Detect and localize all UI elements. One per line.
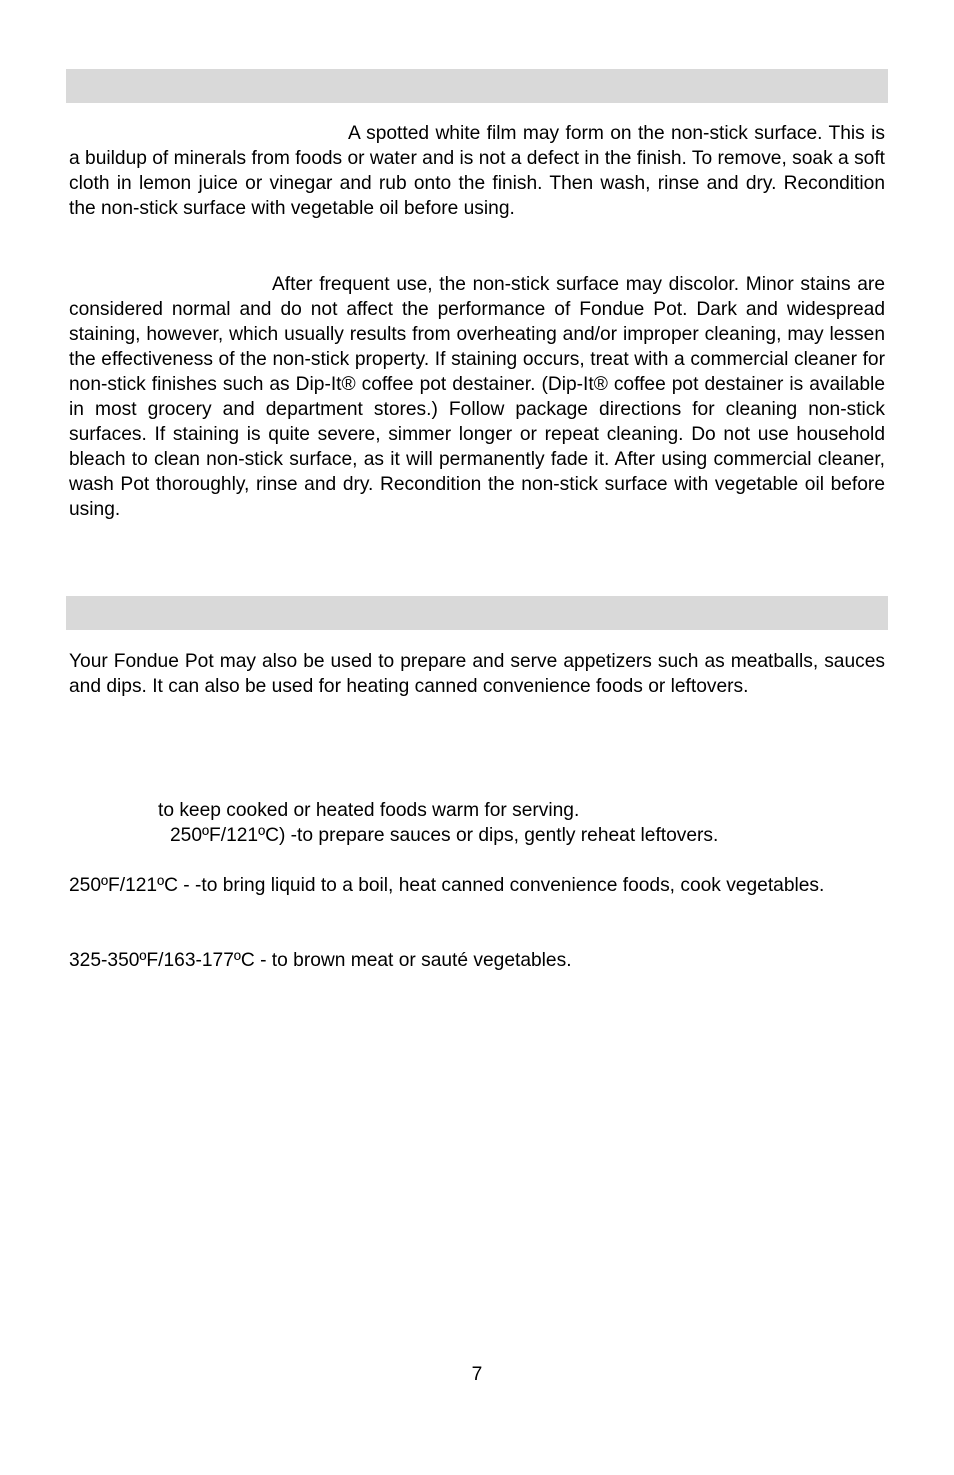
low-setting-line: 250ºF/121ºC) -to prepare sauces or dips, gently reheat leftovers.	[170, 825, 719, 846]
high-setting-line: 325-350ºF/163-177ºC - to brown meat or sauté vegetables.	[69, 950, 572, 971]
stain-paragraph-text: After frequent use, the non-stick surface may discolor. Minor stains are considered normal and do not affect the performance of Fondue Pot. Dark and widespread staining, however, which usually results from overheating and/or improper cleaning, may lessen the effectiveness of the non-stick property. If staining occurs, treat with a commercial cleaner for non-stick finishes such as Dip-It® coffee pot destainer. (Dip-It® coffee pot destainer is available in most grocery and department stores.) Follow package directions for cleaning non-stick surfaces. If staining is quite severe, simmer longer or repeat cleaning. Do not use household bleach to clean non-stick surface, as it will permanently fade it. After using commercial cleaner, wash Pot thoroughly, rinse and dry. Recondition the non-stick surface with vegetable oil before using.	[69, 274, 885, 520]
stain-paragraph	[69, 272, 885, 522]
film-paragraph-text: A spotted white film may form on the non-stick surface. This is a buildup of minerals from foods or water and is not a defect in the finish. To remove, soak a soft cloth in lemon juice or vinegar and rub onto the finish. Then wash, rinse and dry. Recondition the non-stick surface with vegetable oil before using.	[69, 123, 885, 219]
page-number: 7	[471, 1364, 483, 1385]
film-paragraph	[69, 121, 885, 221]
medium-setting-text: 250ºF/121ºC - -to bring liquid to a boil, heat canned convenience foods, cook vegetables.	[69, 875, 825, 896]
section-header-bar-other-uses	[66, 596, 888, 630]
warm-setting-line: to keep cooked or heated foods warm for serving.	[158, 800, 580, 821]
intro-paragraph	[69, 649, 885, 699]
intro-paragraph-text: Your Fondue Pot may also be used to prepare and serve appetizers such as meatballs, sauces and dips. It can also be used for heating canned convenience foods or leftovers.	[69, 651, 885, 697]
medium-setting-paragraph	[69, 873, 885, 898]
section-header-bar-cleaning	[66, 69, 888, 103]
